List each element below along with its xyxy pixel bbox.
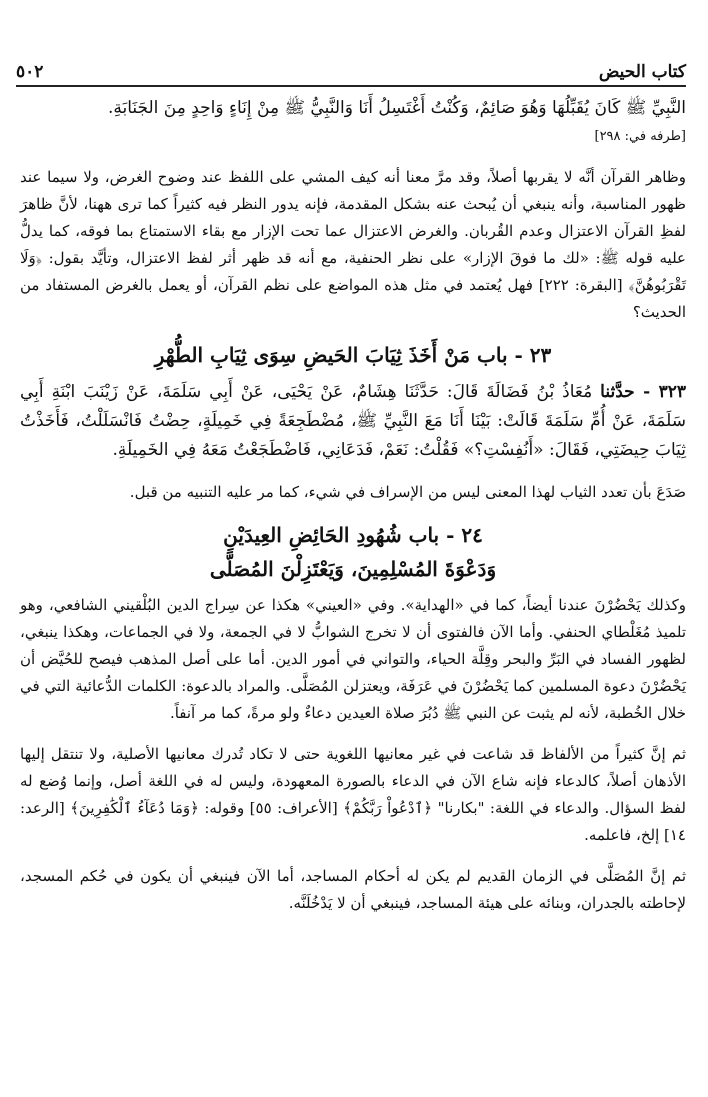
- hadith-323: [20, 378, 686, 465]
- book-title: كتاب الحيض: [598, 62, 686, 82]
- commentary-paragraph-2: صَدَعَ بأن تعدد الثياب لهذا المعنى ليس من الإسراف في شيء، كما مر عليه التنبيه من قبل.: [129, 483, 686, 501]
- commentary-paragraph-4: ثم إنَّ كثيراً من الألفاظ قد شاعت في غير معانيها اللغوية حتى لا تكاد تُدرك معانيها الأصلية، ولا تنتقل إليها الأذهان أصلاً، كالدعاء فإنه شاع الآن في الدعاء بالصورة المعهودة، وليس له في اللغة أصل، وإنما وُضع له لفظ السؤال. والدعاء في اللغة: "بكارنا" ﴿ٱدْعُواْ رَبَّكُمْ﴾ [الأعراف: ٥٥] وقوله: ﴿وَمَا دُعَآءُ ٱلْكَٰفِرِينَ﴾ [الرعد: ١٤] إلخ، فاعلمه.: [20, 745, 687, 844]
- chapter-24-line-1: ٢٤ - باب شُهُودِ الحَائِضِ العِيدَيْنِ: [223, 523, 483, 547]
- commentary-paragraph-1: وظاهر القرآن أنَّه لا يقربها أصلاً، وقد مرَّ معنا أنه كيف المشي على اللفظ عند وضوح الغرض، ولا سيما عند ظهور المناسبة، وأنه ينبغي أن يُبحث عنه بشكل المقدمة، فإنه يدور النظر فيه كثيراً كما ترى ههنا، لأنَّ ظاهرَ لفظِ القرآن الاعتزال وعدم القُربان. والغرض الاعتزال عما تحت الإزار مع بقاء الاستمتاع بما فوقه، كما يدلُّ عليه قوله ﷺ: «لك ما فوقَ الإزار» على نظر الحنفية، مع أنه قد ظهر أثر لفظ الاعتزال، وتأيَّد بقول: ﴿وَلَا تَقْرَبُوهُنَّ﴾ [البقرة: ٢٢٢] فهل يُعتمد في مثل هذه المواضع على نظم القرآن، أو يعمل بالغرض المستفاد من الحديث؟: [20, 168, 687, 321]
- hadith-323-text: مُعَاذُ بْنُ فَضَالَةَ قَالَ: حَدَّثَنَا هِشَامٌ، عَنْ يَحْيَى، عَنْ أَبِي سَلَمَةَ، عَنْ زَيْنَبَ ابْنَةِ أَبِي سَلَمَةَ، عَنْ أُمِّ سَلَمَةَ قَالَتْ: بَيْنَا أَنَا مَعَ النَّبِيِّ ﷺ، مُضْطَجِعَةً فِي خَمِيلَةٍ، حِضْتُ فَانْسَلَلْتُ، فَأَخَذْتُ ثِيَابَ حِيضَتِي، فَقَالَ: «أَنُفِسْتِ؟» فَقُلْتُ: نَعَمْ، فَدَعَانِي، فَاضْطَجَعْتُ مَعَهُ فِي الخَمِيلَةِ.: [20, 382, 686, 460]
- page-header: [16, 56, 686, 87]
- page-body: [20, 94, 686, 917]
- hadith-reference: [طرفه في: ٢٩٨]: [594, 129, 686, 144]
- hadith-continuation: النَّبِيِّ ﷺ كَانَ يُقَبِّلُهَا وَهُوَ صَائِمٌ، وَكُنْتُ أَغْتَسِلُ أَنَا وَالنَّبِيُّ ﷺ مِنْ إِنَاءٍ وَاحِدٍ مِنَ الجَنَابَةِ.: [107, 98, 686, 118]
- chapter-23-heading: ٢٣ - باب مَنْ أَخَذَ ثِيَابَ الحَيضِ سِوَى ثِيَابِ الطُّهْرِ: [154, 343, 552, 367]
- chapter-24-heading: [20, 518, 686, 586]
- chapter-24-line-2: وَدَعْوَةَ المُسْلِمِينَ، وَيَعْتَزِلْنَ المُصَلَّى: [209, 557, 497, 581]
- commentary-paragraph-5: ثم إنَّ المُصَلَّى في الزمان القديم لم يكن له أحكام المساجد، أما الآن فينبغي أن يكون في حُكم المسجد، لإحاطته بالجدران، وبنائه على هيئة المساجد، فينبغي أن لا يَدْخُلَنَّه.: [20, 867, 686, 912]
- hadith-323-number: ٣٢٣ - حدَّثنا: [600, 382, 687, 402]
- page-number: ٥٠٢: [16, 62, 44, 82]
- commentary-paragraph-3: وكذلك يَحْضُرْنَ عندنا أيضاً، كما في «الهداية». وفي «العيني» هكذا عن سِراج الدين البُلْقيني الشافعي، وهو تلميذ مُغَلْطاي الحنفي. وأما الآن فالفتوى أن لا تخرج الشوابُّ لا في الجمعة، ولا في الجماعات، وهكذا ينبغي، لظهور الفساد في البَرِّ والبحر وقِلَّة الحياء، والتواني في أمور الدين. أما على أصل المذهب فيصح للحُيَّض أن يَحْضُرْنَ دعوة المسلمين كما يَحْضُرْنَ في عَرَفَة، ويعتزلن المُصَلَّى. والمراد بالدعوة: الكلمات الدُّعائية التي في خلال الخُطبة، لأنه لم يثبت عن النبي ﷺ دُبُرَ صلاة العيدين دعاءٌ ولو مرةً، كما مر آنفاً.: [20, 596, 686, 722]
